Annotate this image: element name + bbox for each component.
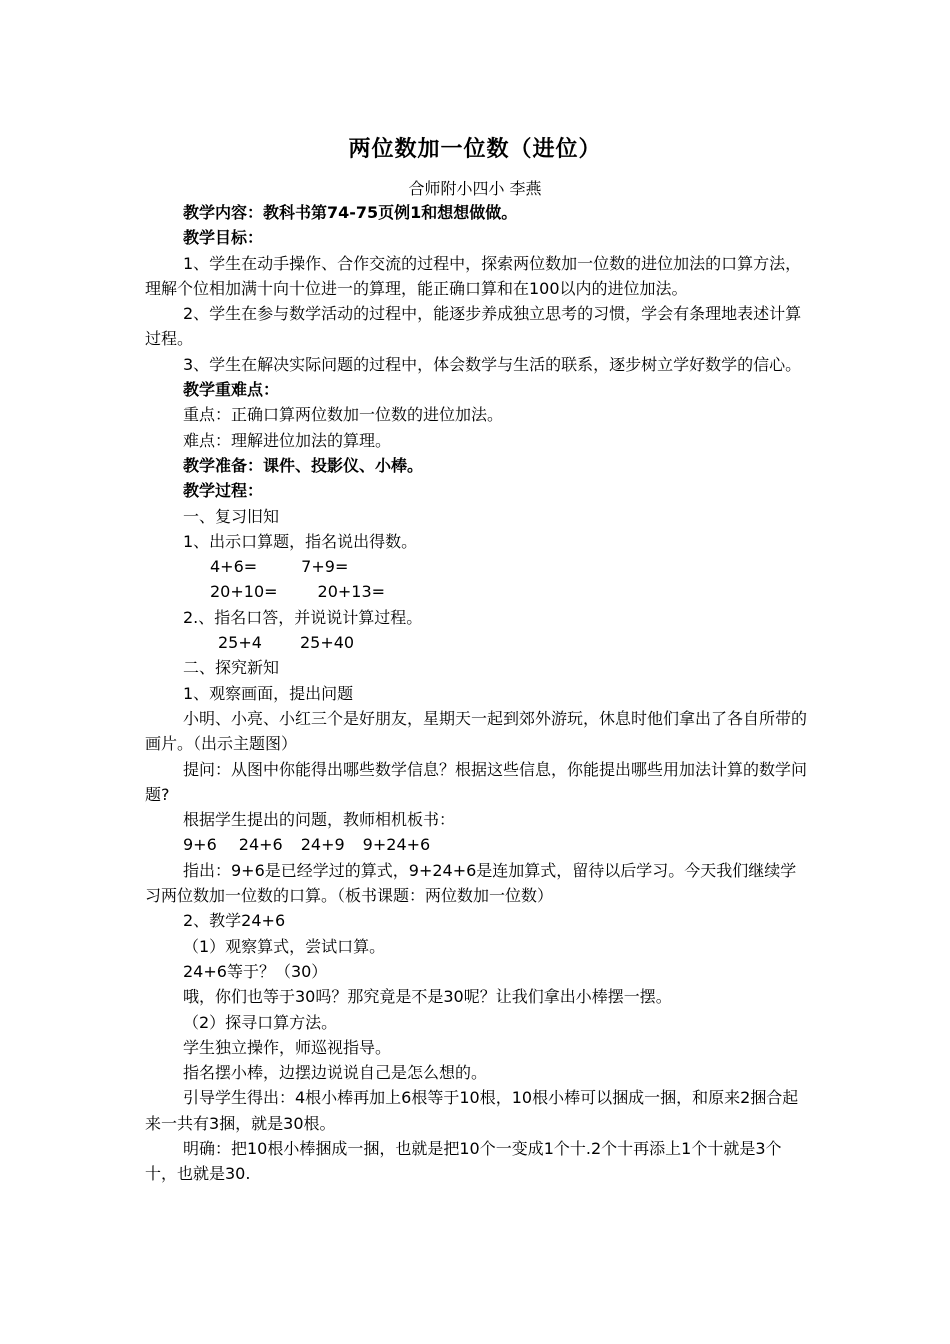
goal-2: 2、学生在参与数学活动的过程中，能逐步养成独立思考的习惯，学会有条理地表述计算过程。 <box>145 304 802 349</box>
calc-row-b <box>145 579 810 604</box>
goal-3: 3、学生在解决实际问题的过程中，体会数学与生活的联系，逐步树立学好数学的信心。 <box>183 354 802 374</box>
document-body <box>145 200 810 1187</box>
section-1-item-2: 2.、指名口答，并说说计算过程。 <box>183 607 423 627</box>
goal-1: 1、学生在动手操作、合作交流的过程中，探索两位数加一位数的进位加法的口算方法，理解个位相加满十向十位进一的算理，能正确口算和在100以内的进位加法。 <box>145 253 802 298</box>
step-2: （2）探寻口算方法。 <box>183 1012 338 1032</box>
expr-4: 9+24+6 <box>362 835 431 855</box>
step-2-a: 学生独立操作，师巡视指导。 <box>183 1037 392 1057</box>
calc-b1: 20+10= <box>210 582 278 602</box>
document-title: 两位数加一位数（进位） <box>348 137 602 162</box>
story-paragraph: 小明、小亮、小红三个是好朋友，星期天一起到郊外游玩，休息时他们拿出了各自所带的画片。（出示主题图） <box>145 708 808 754</box>
section-2-item-2: 2、教学24+6 <box>183 911 286 931</box>
point-out-paragraph: 指出：9+6是已经学过的算式，9+24+6是连加算式，留待以后学习。今天我们继续学习两位数加一位数的口算。（板书课题：两位数加一位数） <box>145 860 797 906</box>
prep-line: 教学准备：课件、投影仪、小棒。 <box>183 455 424 475</box>
expression-row <box>145 832 810 857</box>
calc-row-c <box>145 630 810 655</box>
guide-paragraph: 引导学生得出：4根小棒再加上6根等于10根，10根小棒可以捆成一捆，和原来2捆合起来一共有3捆，就是30根。 <box>145 1088 799 1133</box>
goals-heading: 教学目标： <box>183 228 264 248</box>
expr-1: 9+6 <box>183 835 217 855</box>
key-heading: 教学重难点： <box>183 380 280 400</box>
section-1-heading: 一、复习旧知 <box>183 506 280 526</box>
difficult-point: 难点：理解进位加法的算理。 <box>183 430 392 450</box>
step-1: （1）观察算式，尝试口算。 <box>183 936 386 956</box>
board-intro: 根据学生提出的问题，教师相机板书： <box>183 810 456 830</box>
section-2-heading: 二、探究新知 <box>183 658 280 678</box>
question-paragraph: 提问：从图中你能得出哪些数学信息？根据这些信息，你能提出哪些用加法计算的数学问题? <box>145 759 808 804</box>
expr-3: 24+9 <box>300 835 345 855</box>
content-line: 教学内容：教科书第74-75页例1和想想做做。 <box>183 203 518 222</box>
step-1-question: 24+6等于？（30） <box>183 961 328 981</box>
section-2-item-1: 1、观察画面，提出问题 <box>183 683 354 703</box>
calc-c2: 25+40 <box>299 633 355 653</box>
calc-a2: 7+9= <box>301 557 349 577</box>
step-2-b: 指名摆小棒，边摆边说说自己是怎么想的。 <box>183 1063 488 1083</box>
section-1-item-1: 1、出示口算题，指名说出得数。 <box>183 531 418 551</box>
process-heading: 教学过程： <box>183 481 264 501</box>
step-1-talk: 哦，你们也等于30吗？那究竟是不是30呢？让我们拿出小棒摆一摆。 <box>183 987 672 1007</box>
calc-b2: 20+13= <box>317 582 386 602</box>
calc-row-a <box>145 554 810 579</box>
expr-2: 24+6 <box>238 835 283 855</box>
calc-a1: 4+6= <box>210 557 258 577</box>
clarify-paragraph: 明确：把10根小棒捆成一捆，也就是把10个一变成1个十.2个十再添上1个十就是3个十，也就是30. <box>145 1138 782 1184</box>
calc-c1: 25+4 <box>218 633 262 653</box>
key-point: 重点：正确口算两位数加一位数的进位加法。 <box>183 405 504 425</box>
author-line: 合师附小四小 李燕 <box>408 179 542 198</box>
